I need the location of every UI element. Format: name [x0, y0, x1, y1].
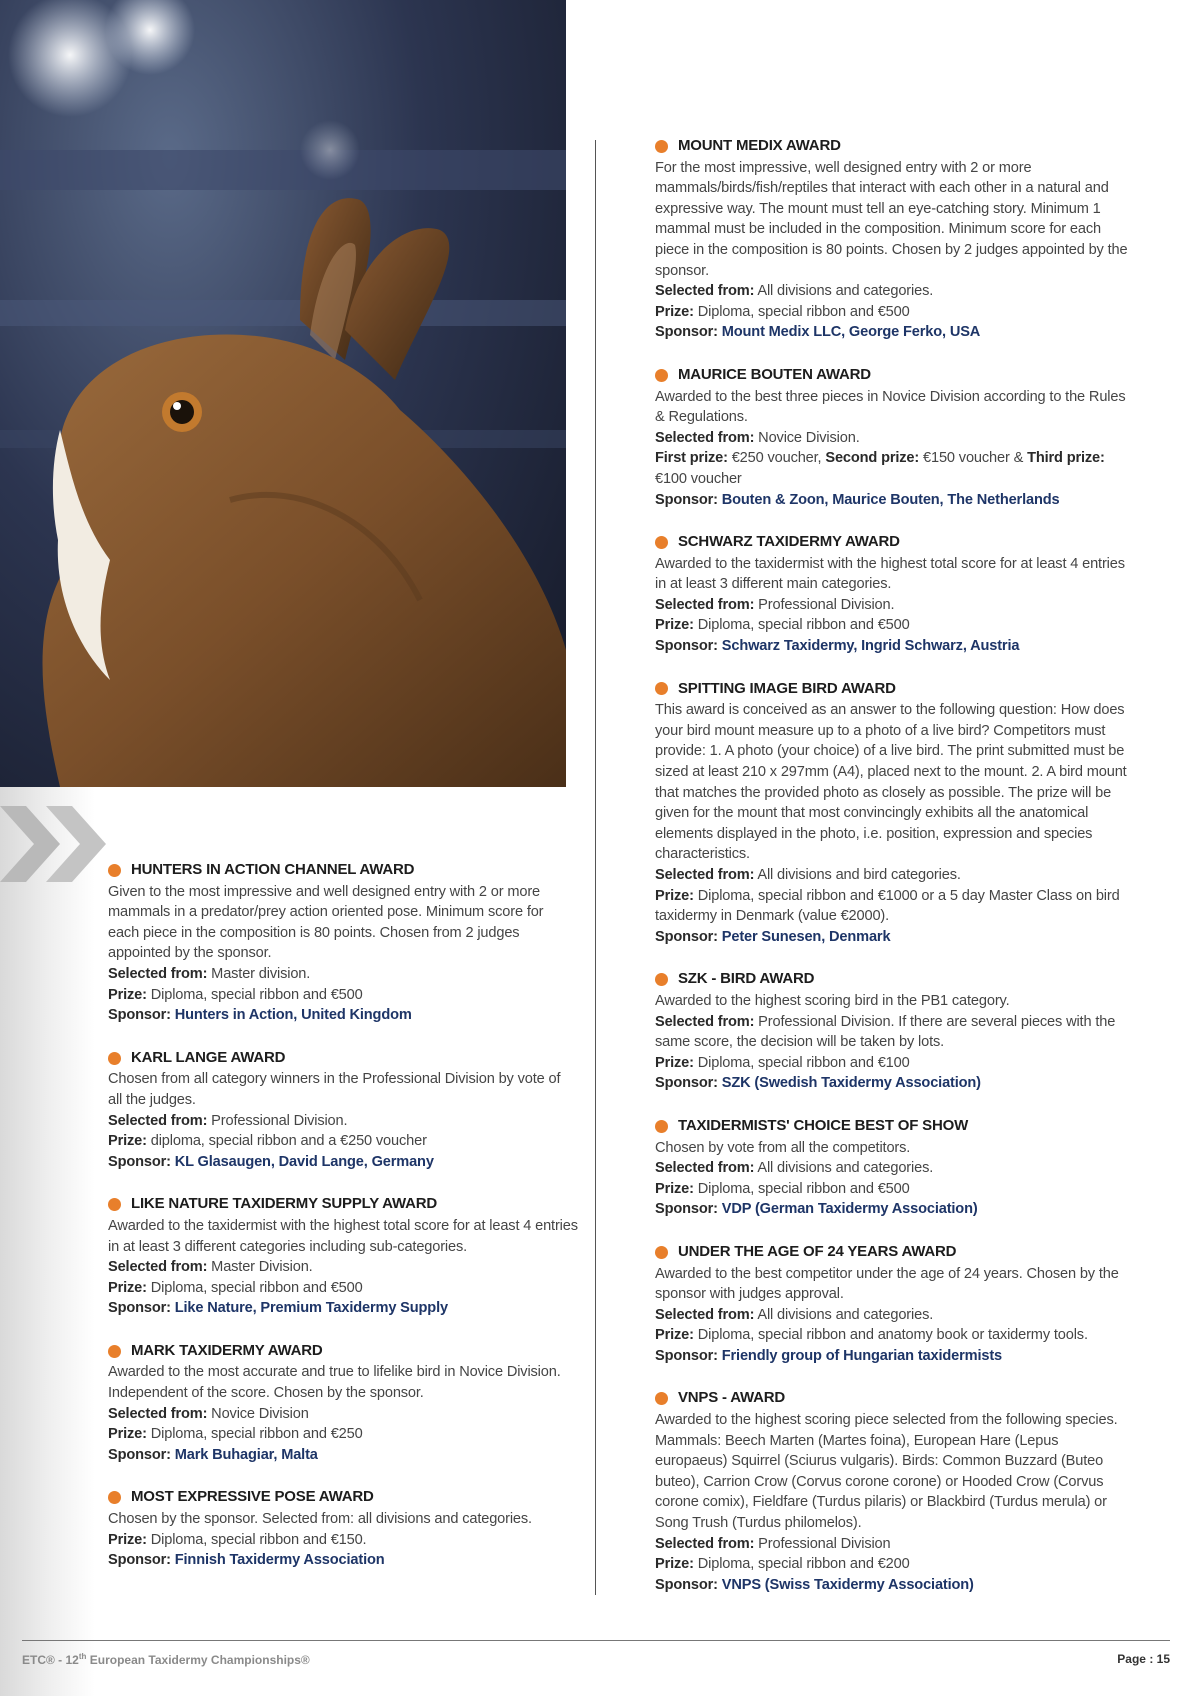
- prize-label: Prize:: [655, 617, 694, 634]
- award-vnps: [655, 1388, 1130, 1595]
- selected-value: All divisions and bird categories.: [754, 867, 961, 883]
- sponsor-label: Sponsor:: [655, 491, 718, 508]
- award-description: Awarded to the best competitor under the age of 24 years. Chosen by the sponsor with judges approval.: [655, 1265, 1119, 1303]
- award-hunters-in-action: [108, 860, 578, 1026]
- sponsor-label: Sponsor:: [108, 1153, 171, 1170]
- bullet-icon: [108, 1491, 121, 1504]
- award-title: MOST EXPRESSIVE POSE AWARD: [131, 1488, 374, 1506]
- prize-label: Prize:: [655, 887, 694, 904]
- award-mount-medix: [655, 136, 1130, 343]
- award-most-expressive-pose: [108, 1487, 578, 1570]
- prize-label: Prize:: [655, 303, 694, 320]
- award-schwarz-taxidermy: [655, 532, 1130, 657]
- sponsor-label: Sponsor:: [108, 1446, 171, 1463]
- selected-label: Selected from:: [655, 867, 755, 883]
- selected-label: Selected from:: [655, 596, 755, 613]
- award-like-nature: [108, 1194, 578, 1319]
- selected-value: Master Division.: [207, 1259, 313, 1276]
- selected-value: Master division.: [207, 965, 311, 982]
- selected-label: Selected from:: [655, 1306, 755, 1323]
- selected-label: Selected from:: [108, 1259, 208, 1276]
- footer-rule: [22, 1640, 1170, 1641]
- prize-value: Diploma, special ribbon and €250: [146, 1426, 363, 1443]
- award-mark-taxidermy: [108, 1341, 578, 1466]
- prize-label: Prize:: [108, 1133, 147, 1150]
- award-description: This award is conceived as an answer to the following question: How does your bird mount measure up to a photo of a live bird? Competitors must provide: 1. A photo (your choice) of a live bird. The print submitted must be sized at least 210 x 297mm (A4), placed next to the mount. 2. A bird mount that matches the provided photo as closely as possible. The prize will be given for the mount that most convincingly exhibits all the anatomical elements displayed in the photo, i.e. position, expression and species characteristics.: [655, 702, 1127, 863]
- sponsor-label: Sponsor:: [655, 1201, 718, 1218]
- award-description: Given to the most impressive and well designed entry with 2 or more mammals in a predator/prey action oriented pose. Minimum score for each piece in the composition is 80 points. Chosen from 2 judges appointed by the sponsor.: [108, 883, 544, 962]
- prize-value: Diploma, special ribbon and €500: [693, 1180, 910, 1197]
- selected-value: All divisions and categories.: [754, 1306, 934, 1323]
- bullet-icon: [108, 864, 121, 877]
- prize-label: Prize:: [108, 986, 147, 1003]
- sponsor-value: Mark Buhagiar, Malta: [170, 1446, 318, 1463]
- sponsor-value: Peter Sunesen, Denmark: [717, 928, 891, 945]
- bullet-icon: [655, 369, 668, 382]
- bullet-icon: [655, 682, 668, 695]
- selected-value: Novice Division.: [754, 429, 860, 446]
- award-title: SCHWARZ TAXIDERMY AWARD: [678, 533, 900, 551]
- prize-label: Prize:: [108, 1426, 147, 1443]
- prize-value: Diploma, special ribbon and €100: [693, 1054, 910, 1071]
- award-description: For the most impressive, well designed entry with 2 or more mammals/birds/fish/reptiles that interact with each other in a natural and expressive way. The mount must tell an eye-catching story. Minimum 1 mammal must be included in the composition. Minimum score for each piece in the composition is 80 points. Chosen by 2 judges appointed by the sponsor.: [655, 159, 1128, 279]
- chevron-decoration-icon: [0, 806, 110, 882]
- column-divider: [595, 140, 596, 1595]
- sponsor-label: Sponsor:: [655, 638, 718, 655]
- prize-value: Diploma, special ribbon and €500: [693, 303, 910, 320]
- sponsor-value: Finnish Taxidermy Association: [170, 1552, 385, 1569]
- bullet-icon: [655, 1246, 668, 1259]
- bullet-icon: [108, 1345, 121, 1358]
- bullet-icon: [655, 536, 668, 549]
- award-title: TAXIDERMISTS' CHOICE BEST OF SHOW: [678, 1116, 969, 1134]
- footer-title-prefix: ETC® - 12: [22, 1653, 79, 1667]
- footer-publication-title: [22, 1652, 310, 1667]
- selected-label: Selected from:: [108, 965, 208, 982]
- selected-value: All divisions and categories.: [754, 1160, 934, 1177]
- sponsor-value: Bouten & Zoon, Maurice Bouten, The Netherlands: [717, 491, 1060, 508]
- third-prize-label: Third prize:: [1027, 450, 1105, 467]
- hare-photo: [0, 0, 566, 787]
- award-szk-bird: [655, 969, 1130, 1094]
- award-spitting-image-bird: [655, 679, 1130, 948]
- selected-value: Professional Division.: [754, 596, 895, 613]
- selected-value: Professional Division.: [207, 1112, 348, 1129]
- selected-value: Professional Division. If there are several pieces with the same score, the decision will be taken by lots.: [655, 1013, 1116, 1051]
- award-title: LIKE NATURE TAXIDERMY SUPPLY AWARD: [131, 1195, 438, 1213]
- sponsor-label: Sponsor:: [655, 324, 718, 341]
- prize-value: Diploma, special ribbon and anatomy book or taxidermy tools.: [693, 1327, 1088, 1344]
- selected-label: Selected from:: [655, 1013, 755, 1030]
- first-prize-label: First prize:: [655, 450, 728, 467]
- footer-title-suffix: European Taxidermy Championships®: [86, 1653, 310, 1667]
- prize-value: Diploma, special ribbon and €150.: [146, 1531, 367, 1548]
- first-prize-value: €250 voucher,: [727, 450, 826, 467]
- bullet-icon: [655, 1120, 668, 1133]
- sponsor-value: SZK (Swedish Taxidermy Association): [717, 1075, 981, 1092]
- footer-title-sup: th: [78, 1652, 87, 1661]
- selected-label: Selected from:: [655, 429, 755, 446]
- bullet-icon: [655, 973, 668, 986]
- selected-value: Professional Division: [754, 1535, 891, 1552]
- award-description: Chosen by vote from all the competitors.: [655, 1139, 911, 1156]
- prize-value: Diploma, special ribbon and €500: [146, 1279, 363, 1296]
- prize-value: diploma, special ribbon and a €250 voucher: [146, 1133, 427, 1150]
- selected-label: Selected from:: [655, 283, 755, 300]
- award-title: KARL LANGE AWARD: [131, 1048, 286, 1066]
- selected-value: All divisions and categories.: [754, 283, 934, 300]
- award-description: Awarded to the taxidermist with the highest total score for at least 4 entries in at least 3 different categories including sub-categories.: [108, 1217, 578, 1255]
- prize-value: Diploma, special ribbon and €1000 or a 5 day Master Class on bird taxidermy in Denmark (value €2000).: [655, 887, 1120, 925]
- award-title: MARK TAXIDERMY AWARD: [131, 1341, 323, 1359]
- bullet-icon: [108, 1052, 121, 1065]
- sponsor-value: Hunters in Action, United Kingdom: [170, 1007, 412, 1024]
- sponsor-label: Sponsor:: [655, 928, 718, 945]
- prize-label: Prize:: [655, 1556, 694, 1573]
- sponsor-value: Mount Medix LLC, George Ferko, USA: [717, 324, 981, 341]
- sponsor-label: Sponsor:: [108, 1007, 171, 1024]
- selected-label: Selected from:: [108, 1405, 208, 1422]
- sponsor-value: VNPS (Swiss Taxidermy Association): [717, 1576, 974, 1593]
- award-description: Chosen by the sponsor. Selected from: all divisions and categories.: [108, 1511, 532, 1528]
- award-maurice-bouten: [655, 365, 1130, 510]
- selected-label: Selected from:: [108, 1112, 208, 1129]
- prize-label: Prize:: [655, 1054, 694, 1071]
- selected-label: Selected from:: [655, 1535, 755, 1552]
- bullet-icon: [108, 1198, 121, 1211]
- award-title: SPITTING IMAGE BIRD AWARD: [678, 679, 896, 697]
- sponsor-label: Sponsor:: [655, 1347, 718, 1364]
- prize-value: Diploma, special ribbon and €500: [146, 986, 363, 1003]
- award-title: MAURICE BOUTEN AWARD: [678, 365, 871, 383]
- selected-label: Selected from:: [655, 1160, 755, 1177]
- third-prize-value: €100 voucher: [655, 470, 742, 487]
- award-title: HUNTERS IN ACTION CHANNEL AWARD: [131, 861, 415, 878]
- sponsor-label: Sponsor:: [655, 1075, 718, 1092]
- award-description: Awarded to the highest scoring piece selected from the following species. Mammals: Beech Marten (Martes foina), European Hare (Lepus europaeus) Squirrel (Sciurus vulgaris). Birds: Common Buzzard (Buteo buteo), Carrion Crow (Corvus corone corone) or Hooded Crow (Corvus corone comix), Fieldfare (Turdus pilaris) or Blackbird (Turdus merula) or Song Trush (Turdus philomelos).: [655, 1412, 1118, 1532]
- sponsor-value: Friendly group of Hungarian taxidermists: [717, 1347, 1003, 1364]
- sponsor-label: Sponsor:: [655, 1576, 718, 1593]
- left-award-column: [108, 860, 578, 1571]
- award-title: UNDER THE AGE OF 24 YEARS AWARD: [678, 1242, 957, 1260]
- sponsor-value: Like Nature, Premium Taxidermy Supply: [170, 1300, 448, 1317]
- sponsor-label: Sponsor:: [108, 1300, 171, 1317]
- prize-label: Prize:: [655, 1180, 694, 1197]
- sponsor-value: VDP (German Taxidermy Association): [717, 1201, 978, 1218]
- award-taxidermists-choice: [655, 1116, 1130, 1220]
- prize-label: Prize:: [108, 1279, 147, 1296]
- award-description: Awarded to the most accurate and true to lifelike bird in Novice Division. Independent of the score. Chosen by the sponsor.: [108, 1364, 561, 1402]
- right-award-column: [655, 136, 1130, 1595]
- award-description: Awarded to the highest scoring bird in the PB1 category.: [655, 992, 1010, 1009]
- prize-label: Prize:: [655, 1327, 694, 1344]
- award-description: Awarded to the best three pieces in Novice Division according to the Rules & Regulations.: [655, 388, 1126, 426]
- second-prize-label: Second prize:: [825, 450, 920, 467]
- award-title: MOUNT MEDIX AWARD: [678, 137, 841, 154]
- sponsor-label: Sponsor:: [108, 1552, 171, 1569]
- award-karl-lange: [108, 1048, 578, 1173]
- award-description: Awarded to the taxidermist with the highest total score for at least 4 entries in at least 3 different main categories.: [655, 555, 1125, 593]
- award-title: SZK - BIRD AWARD: [678, 970, 815, 988]
- prize-label: Prize:: [108, 1531, 147, 1548]
- sponsor-value: Schwarz Taxidermy, Ingrid Schwarz, Austria: [717, 638, 1020, 655]
- award-under-24: [655, 1242, 1130, 1367]
- second-prize-value: €150 voucher &: [919, 450, 1028, 467]
- prize-value: Diploma, special ribbon and €200: [693, 1556, 910, 1573]
- prize-value: Diploma, special ribbon and €500: [693, 617, 910, 634]
- award-title: VNPS - AWARD: [678, 1389, 786, 1407]
- selected-value: Novice Division: [207, 1405, 309, 1422]
- page-number: Page : 15: [1117, 1652, 1170, 1666]
- award-description: Chosen from all category winners in the Professional Division by vote of all the judges.: [108, 1071, 561, 1108]
- bullet-icon: [655, 140, 668, 153]
- bullet-icon: [655, 1392, 668, 1405]
- sponsor-value: KL Glasaugen, David Lange, Germany: [170, 1153, 434, 1170]
